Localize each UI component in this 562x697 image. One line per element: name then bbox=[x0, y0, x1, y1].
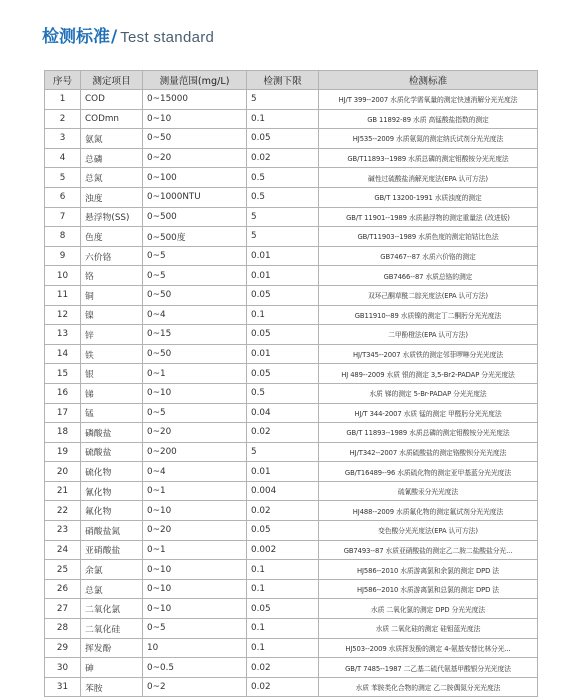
cell-no: 31 bbox=[45, 677, 81, 697]
cell-limit: 0.1 bbox=[247, 109, 319, 129]
cell-no: 29 bbox=[45, 638, 81, 658]
cell-item: 锌 bbox=[81, 325, 143, 345]
cell-limit: 0.004 bbox=[247, 481, 319, 501]
cell-no: 13 bbox=[45, 325, 81, 345]
cell-limit: 0.1 bbox=[247, 619, 319, 639]
cell-range: 0~1000NTU bbox=[143, 187, 247, 207]
cell-limit: 0.05 bbox=[247, 129, 319, 149]
cell-item: 锑 bbox=[81, 383, 143, 403]
table-row bbox=[45, 383, 538, 403]
cell-range: 0~5 bbox=[143, 246, 247, 266]
cell-range: 0~2 bbox=[143, 677, 247, 697]
cell-range: 0~1 bbox=[143, 481, 247, 501]
cell-no: 7 bbox=[45, 207, 81, 227]
cell-item: 悬浮物(SS) bbox=[81, 207, 143, 227]
cell-range: 0~5 bbox=[143, 619, 247, 639]
cell-range: 0~20 bbox=[143, 521, 247, 541]
cell-item: 铜 bbox=[81, 285, 143, 305]
cell-item: 砷 bbox=[81, 658, 143, 678]
cell-range: 0~5 bbox=[143, 266, 247, 286]
cell-standard: 二甲酚橙法(EPA 认可方法) bbox=[319, 325, 538, 345]
cell-limit: 0.05 bbox=[247, 285, 319, 305]
column-header-range: 测量范围(mg/L) bbox=[143, 71, 247, 90]
cell-item: 浊度 bbox=[81, 187, 143, 207]
table-row bbox=[45, 638, 538, 658]
cell-range: 0~0.5 bbox=[143, 658, 247, 678]
cell-no: 20 bbox=[45, 462, 81, 482]
cell-no: 11 bbox=[45, 285, 81, 305]
cell-limit: 5 bbox=[247, 90, 319, 110]
cell-standard: GB7493--87 水质亚硝酸盐的测定乙二胺二盐酸盐分光... bbox=[319, 540, 538, 560]
cell-no: 16 bbox=[45, 383, 81, 403]
cell-standard: GB/T 11901--1989 水质悬浮物的测定重量法 (改进版) bbox=[319, 207, 538, 227]
table-row bbox=[45, 423, 538, 443]
column-header-item: 测定项目 bbox=[81, 71, 143, 90]
table-row bbox=[45, 148, 538, 168]
cell-limit: 5 bbox=[247, 227, 319, 247]
table-row bbox=[45, 344, 538, 364]
cell-limit: 0.5 bbox=[247, 383, 319, 403]
cell-range: 0~10 bbox=[143, 599, 247, 619]
cell-standard: GB7466--87 水质总铬的测定 bbox=[319, 266, 538, 286]
cell-range: 0~5 bbox=[143, 403, 247, 423]
cell-no: 21 bbox=[45, 481, 81, 501]
cell-item: 总氮 bbox=[81, 168, 143, 188]
cell-limit: 5 bbox=[247, 442, 319, 462]
cell-item: 硝酸盐氮 bbox=[81, 521, 143, 541]
cell-range: 0~200 bbox=[143, 442, 247, 462]
cell-range: 0~10 bbox=[143, 560, 247, 580]
cell-standard: 水质 二氧化硅的测定 硅钼蓝光度法 bbox=[319, 619, 538, 639]
cell-limit: 0.05 bbox=[247, 599, 319, 619]
cell-item: 锰 bbox=[81, 403, 143, 423]
cell-standard: GB/T11893--1989 水质总磷的测定钼酸铵分光光度法 bbox=[319, 148, 538, 168]
cell-standard: GB/T 11893--1989 水质总磷的测定钼酸铵分光光度法 bbox=[319, 423, 538, 443]
cell-no: 17 bbox=[45, 403, 81, 423]
cell-limit: 0.5 bbox=[247, 187, 319, 207]
cell-standard: GB/T 7485--1987 二乙基二硫代氨基甲酸银分光光度法 bbox=[319, 658, 538, 678]
cell-standard: 双环己酮草酰二腙光度法(EPA 认可方法) bbox=[319, 285, 538, 305]
table-row bbox=[45, 109, 538, 129]
cell-limit: 0.5 bbox=[247, 168, 319, 188]
cell-range: 0~20 bbox=[143, 423, 247, 443]
cell-no: 18 bbox=[45, 423, 81, 443]
cell-item: 硫酸盐 bbox=[81, 442, 143, 462]
cell-limit: 0.02 bbox=[247, 501, 319, 521]
cell-item: 余氯 bbox=[81, 560, 143, 580]
table-row bbox=[45, 521, 538, 541]
cell-no: 9 bbox=[45, 246, 81, 266]
cell-item: 硫化物 bbox=[81, 462, 143, 482]
cell-limit: 0.01 bbox=[247, 462, 319, 482]
cell-item: 色度 bbox=[81, 227, 143, 247]
cell-item: COD bbox=[81, 90, 143, 110]
cell-limit: 0.02 bbox=[247, 677, 319, 697]
cell-limit: 0.01 bbox=[247, 344, 319, 364]
table-row bbox=[45, 227, 538, 247]
cell-no: 2 bbox=[45, 109, 81, 129]
cell-item: 磷酸盐 bbox=[81, 423, 143, 443]
cell-limit: 0.01 bbox=[247, 266, 319, 286]
cell-no: 30 bbox=[45, 658, 81, 678]
cell-no: 6 bbox=[45, 187, 81, 207]
cell-no: 22 bbox=[45, 501, 81, 521]
cell-standard: 硫氰酸汞分光光度法 bbox=[319, 481, 538, 501]
cell-no: 26 bbox=[45, 579, 81, 599]
table-row bbox=[45, 207, 538, 227]
cell-no: 14 bbox=[45, 344, 81, 364]
cell-item: 二氧化氯 bbox=[81, 599, 143, 619]
cell-no: 27 bbox=[45, 599, 81, 619]
cell-no: 4 bbox=[45, 148, 81, 168]
table-row bbox=[45, 364, 538, 384]
cell-item: 镍 bbox=[81, 305, 143, 325]
cell-range: 0~15000 bbox=[143, 90, 247, 110]
table-row bbox=[45, 462, 538, 482]
cell-no: 8 bbox=[45, 227, 81, 247]
standards-table bbox=[44, 70, 538, 697]
cell-item: 氨氮 bbox=[81, 129, 143, 149]
title-en: Test standard bbox=[120, 29, 215, 46]
cell-range: 0~50 bbox=[143, 285, 247, 305]
cell-range: 0~10 bbox=[143, 579, 247, 599]
table-row bbox=[45, 579, 538, 599]
cell-no: 10 bbox=[45, 266, 81, 286]
cell-standard: 碱性过硫酸盐消解光度法(EPA 认可方法) bbox=[319, 168, 538, 188]
table-row bbox=[45, 129, 538, 149]
cell-range: 0~15 bbox=[143, 325, 247, 345]
cell-no: 23 bbox=[45, 521, 81, 541]
table-row bbox=[45, 305, 538, 325]
cell-range: 0~4 bbox=[143, 305, 247, 325]
cell-item: 氰化物 bbox=[81, 481, 143, 501]
cell-limit: 0.1 bbox=[247, 305, 319, 325]
table-row bbox=[45, 187, 538, 207]
cell-item: 亚硝酸盐 bbox=[81, 540, 143, 560]
cell-standard: GB/T16489--96 水质硫化物的测定亚甲基蓝分光光度法 bbox=[319, 462, 538, 482]
cell-standard: HJ535--2009 水质氨氮的测定纳氏试剂分光光度法 bbox=[319, 129, 538, 149]
cell-limit: 0.02 bbox=[247, 423, 319, 443]
table-row bbox=[45, 658, 538, 678]
table-row bbox=[45, 560, 538, 580]
cell-standard: HJ586--2010 水质游离氯和总氯的测定 DPD 法 bbox=[319, 579, 538, 599]
cell-standard: HJ/T 344-2007 水质 锰的测定 甲醛肟分光光度法 bbox=[319, 403, 538, 423]
cell-standard: 水质 二氧化氯的测定 DPD 分光光度法 bbox=[319, 599, 538, 619]
cell-no: 3 bbox=[45, 129, 81, 149]
cell-range: 0~1 bbox=[143, 540, 247, 560]
table-body bbox=[45, 90, 538, 697]
cell-range: 0~10 bbox=[143, 501, 247, 521]
cell-no: 19 bbox=[45, 442, 81, 462]
cell-limit: 0.002 bbox=[247, 540, 319, 560]
cell-item: 总磷 bbox=[81, 148, 143, 168]
cell-limit: 0.02 bbox=[247, 658, 319, 678]
column-header-limit: 检测下限 bbox=[247, 71, 319, 90]
cell-item: CODmn bbox=[81, 109, 143, 129]
table-row bbox=[45, 246, 538, 266]
cell-item: 银 bbox=[81, 364, 143, 384]
cell-limit: 0.05 bbox=[247, 364, 319, 384]
cell-item: 总氯 bbox=[81, 579, 143, 599]
cell-range: 0~50 bbox=[143, 129, 247, 149]
cell-no: 25 bbox=[45, 560, 81, 580]
cell-standard: 变色酸分光光度法(EPA 认可方法) bbox=[319, 521, 538, 541]
cell-standard: 水质 锑的测定 5-Br-PADAP 分光光度法 bbox=[319, 383, 538, 403]
title-zh: 检测标准 bbox=[42, 27, 110, 47]
cell-standard: HJ503--2009 水质挥发酚的测定 4-氨基安替比林分光... bbox=[319, 638, 538, 658]
cell-item: 氟化物 bbox=[81, 501, 143, 521]
cell-limit: 0.02 bbox=[247, 148, 319, 168]
cell-item: 苯胺 bbox=[81, 677, 143, 697]
cell-range: 0~500 bbox=[143, 207, 247, 227]
cell-standard: HJ 489--2009 水质 银的测定 3,5-Br2-PADAP 分光光度法 bbox=[319, 364, 538, 384]
cell-standard: HJ/T 399--2007 水质化学需氧量的测定快速消解分光光度法 bbox=[319, 90, 538, 110]
cell-standard: GB/T 13200-1991 水质浊度的测定 bbox=[319, 187, 538, 207]
table-row bbox=[45, 540, 538, 560]
column-header-no: 序号 bbox=[45, 71, 81, 90]
table-row bbox=[45, 481, 538, 501]
cell-item: 铁 bbox=[81, 344, 143, 364]
cell-standard: 水质 苯胺类化合物的测定 乙二胺偶氮分光光度法 bbox=[319, 677, 538, 697]
table-row bbox=[45, 168, 538, 188]
cell-no: 1 bbox=[45, 90, 81, 110]
cell-standard: GB7467--87 水质六价铬的测定 bbox=[319, 246, 538, 266]
cell-range: 0~100 bbox=[143, 168, 247, 188]
cell-standard: HJ488--2009 水质氟化物的测定氟试剂分光光度法 bbox=[319, 501, 538, 521]
table-row bbox=[45, 285, 538, 305]
column-header-standard: 检测标准 bbox=[319, 71, 538, 90]
cell-limit: 0.05 bbox=[247, 325, 319, 345]
cell-range: 10 bbox=[143, 638, 247, 658]
cell-no: 28 bbox=[45, 619, 81, 639]
cell-limit: 0.1 bbox=[247, 638, 319, 658]
title-separator: / bbox=[111, 27, 118, 47]
cell-range: 0~10 bbox=[143, 109, 247, 129]
table-row bbox=[45, 599, 538, 619]
cell-item: 二氧化硅 bbox=[81, 619, 143, 639]
table-row bbox=[45, 677, 538, 697]
table-row bbox=[45, 619, 538, 639]
table-header-row bbox=[45, 71, 538, 90]
cell-standard: HJ/T345--2007 水质铁的测定邻菲啰啉分光光度法 bbox=[319, 344, 538, 364]
cell-limit: 5 bbox=[247, 207, 319, 227]
cell-item: 六价铬 bbox=[81, 246, 143, 266]
cell-standard: HJ586--2010 水质游离氯和余氯的测定 DPD 法 bbox=[319, 560, 538, 580]
cell-standard: GB/T11903--1989 水质色度的测定铂钴比色法 bbox=[319, 227, 538, 247]
table-row bbox=[45, 90, 538, 110]
table-row bbox=[45, 501, 538, 521]
cell-range: 0~500度 bbox=[143, 227, 247, 247]
cell-standard: GB11910--89 水质镍的测定丁二酮肟分光光度法 bbox=[319, 305, 538, 325]
cell-item: 铬 bbox=[81, 266, 143, 286]
cell-range: 0~10 bbox=[143, 383, 247, 403]
cell-no: 5 bbox=[45, 168, 81, 188]
cell-limit: 0.1 bbox=[247, 579, 319, 599]
cell-no: 15 bbox=[45, 364, 81, 384]
page-title bbox=[42, 22, 214, 47]
table-row bbox=[45, 403, 538, 423]
cell-range: 0~20 bbox=[143, 148, 247, 168]
cell-range: 0~50 bbox=[143, 344, 247, 364]
cell-standard: GB 11892-89 水质 高锰酸盐指数的测定 bbox=[319, 109, 538, 129]
cell-range: 0~4 bbox=[143, 462, 247, 482]
cell-limit: 0.05 bbox=[247, 521, 319, 541]
cell-range: 0~1 bbox=[143, 364, 247, 384]
table-row bbox=[45, 442, 538, 462]
cell-limit: 0.1 bbox=[247, 560, 319, 580]
cell-limit: 0.04 bbox=[247, 403, 319, 423]
table-row bbox=[45, 325, 538, 345]
cell-no: 12 bbox=[45, 305, 81, 325]
cell-no: 24 bbox=[45, 540, 81, 560]
table-row bbox=[45, 266, 538, 286]
cell-standard: HJ/T342--2007 水质硫酸盐的测定铬酸钡分光光度法 bbox=[319, 442, 538, 462]
cell-limit: 0.01 bbox=[247, 246, 319, 266]
cell-item: 挥发酚 bbox=[81, 638, 143, 658]
